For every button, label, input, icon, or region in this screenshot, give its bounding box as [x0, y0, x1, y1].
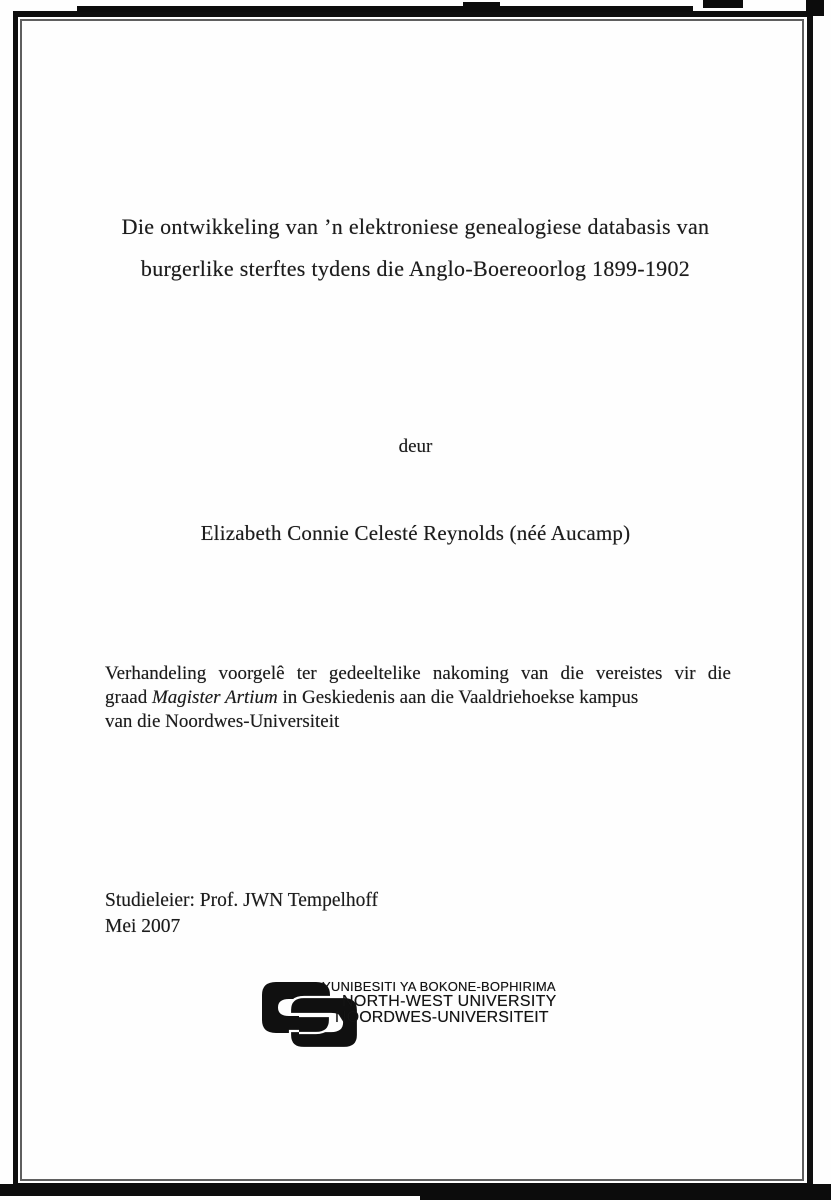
byline-deur: deur	[398, 436, 433, 457]
degree-name-italic: Magister Artium	[151, 687, 278, 708]
logo-text-afrikaans: NOORDWES-UNIVERSITEIT	[335, 1009, 549, 1026]
degree-statement	[105, 662, 731, 734]
degree-statement-line2	[105, 686, 731, 710]
scan-artifact-top-smudge	[463, 2, 500, 9]
degree-statement-line2-pre: graad	[105, 687, 152, 708]
logo-text-setswana: YUNIBESITI YA BOKONE-BOPHIRIMA	[322, 979, 556, 994]
logo-text-english: NORTH-WEST UNIVERSITY	[342, 993, 557, 1010]
scan-artifact-top-bar	[77, 6, 693, 12]
thesis-title	[60, 206, 771, 290]
degree-statement-line3: van die Noordwes-Universiteit	[105, 711, 340, 732]
degree-statement-line1: Verhandeling voorgelê ter gedeeltelike nakoming van die vereistes vir die	[105, 663, 731, 684]
scan-artifact-top-smudge	[703, 0, 743, 8]
thesis-title-line2: burgerlike sterftes tydens die Anglo-Boereoorlog 1899-1902	[140, 256, 691, 281]
author-name: Elizabeth Connie Celesté Reynolds (néé Aucamp)	[200, 521, 631, 545]
scan-artifact-bottom-right	[420, 1190, 831, 1200]
degree-statement-line2-post: in Geskiedenis aan die Vaaldriehoekse kampus	[277, 687, 639, 708]
supervisor-line: Studieleier: Prof. JWN Tempelhoff	[105, 890, 379, 911]
date-line: Mei 2007	[105, 916, 181, 937]
nwu-logo	[261, 979, 591, 1051]
thesis-title-line1: Die ontwikkeling van ’n elektroniese genealogiese databasis van	[121, 214, 710, 239]
scan-artifact-top-right-corner	[806, 0, 824, 16]
